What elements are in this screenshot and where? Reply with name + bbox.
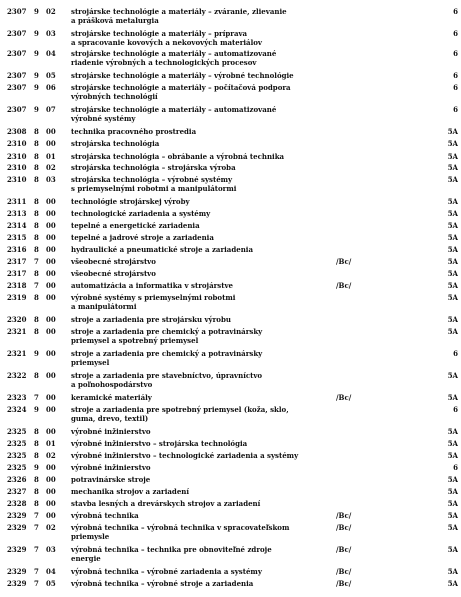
row-code-b: 00	[46, 475, 56, 484]
row-level: 5A	[447, 487, 458, 496]
row-description: strojárska technológia – strojárska výroba	[71, 163, 236, 172]
row-description: stavba lesných a drevárskych strojov a zariadení	[71, 499, 261, 508]
row-level: 5A	[447, 152, 458, 161]
row-code: 2308	[7, 127, 27, 136]
row-code-b: 03	[46, 545, 56, 554]
row-description: stroje a zariadenia pre spotrebný priemysel (koža, sklo, guma, drevo, textil)	[71, 405, 289, 423]
row-description: strojárska technológia – obrábanie a výrobná technika	[71, 152, 285, 161]
row-code-b: 00	[46, 499, 56, 508]
row-code-a: 8	[34, 371, 39, 380]
row-code-a: 7	[34, 393, 39, 402]
row-description: strojárska technológia	[71, 139, 160, 148]
row-code-b: 02	[46, 163, 56, 172]
row-level: 5A	[447, 127, 458, 136]
row-code: 2325	[7, 451, 27, 460]
row-code-b: 00	[46, 393, 56, 402]
row-description: strojárske technológie a materiály – výrobné technológie	[71, 71, 294, 80]
row-description: výrobná technika – výrobná technika v spracovateľskom priemysle	[71, 523, 290, 541]
row-code-a: 8	[34, 315, 39, 324]
row-code-b: 02	[46, 451, 56, 460]
row-code-a: 7	[34, 579, 39, 588]
row-level: 6	[453, 463, 458, 472]
row-description: všeobecné strojárstvo	[71, 257, 156, 266]
row-code: 2326	[7, 475, 27, 484]
row-level: 5A	[447, 163, 458, 172]
row-code-b: 00	[46, 315, 56, 324]
row-level: 5A	[447, 233, 458, 242]
row-code-b: 00	[46, 371, 56, 380]
row-code-a: 7	[34, 281, 39, 290]
row-description: keramické materiály	[71, 393, 152, 402]
row-level: 5A	[447, 175, 458, 184]
row-code: 2317	[7, 269, 27, 278]
row-code-a: 8	[34, 127, 39, 136]
row-code-b: 00	[46, 269, 56, 278]
row-code-b: 03	[46, 175, 56, 184]
row-note: /Bc/	[336, 567, 352, 576]
row-code: 2327	[7, 487, 27, 496]
row-description: výrobné inžinierstvo – strojárska technológia	[71, 439, 248, 448]
row-level: 6	[453, 29, 458, 38]
row-note: /Bc/	[336, 545, 352, 554]
row-description: technológie strojárskej výroby	[71, 197, 190, 206]
row-description: výrobná technika – výrobné zariadenia a systémy	[71, 567, 262, 576]
row-description: stroje a zariadenia pre strojársku výrobu	[71, 315, 231, 324]
row-code-a: 7	[34, 567, 39, 576]
row-level: 5A	[447, 327, 458, 336]
row-code: 2322	[7, 371, 27, 380]
row-code-a: 8	[34, 197, 39, 206]
row-code-b: 02	[46, 7, 56, 16]
row-code: 2310	[7, 163, 27, 172]
row-code: 2321	[7, 327, 27, 336]
row-code: 2318	[7, 281, 27, 290]
row-code: 2319	[7, 293, 27, 302]
row-code-a: 8	[34, 427, 39, 436]
row-description: výrobné systémy s priemyselnými robotmi a manipulátormi	[71, 293, 236, 311]
row-description: technika pracovného prostredia	[71, 127, 197, 136]
row-description: strojárske technológie a materiály – zváranie, zlievanie a prášková metalurgia	[71, 7, 287, 25]
row-level: 5A	[447, 451, 458, 460]
row-code: 2307	[7, 7, 27, 16]
row-level: 6	[453, 7, 458, 16]
row-description: mechanika strojov a zariadení	[71, 487, 190, 496]
row-level: 5A	[447, 393, 458, 402]
row-code-b: 05	[46, 71, 56, 80]
row-level: 5A	[447, 579, 458, 588]
row-code-b: 00	[46, 427, 56, 436]
row-code-a: 8	[34, 327, 39, 336]
row-note: /Bc/	[336, 523, 352, 532]
row-code: 2313	[7, 209, 27, 218]
row-description: výrobné inžinierstvo	[71, 463, 151, 472]
row-code-b: 00	[46, 127, 56, 136]
row-level: 5A	[447, 209, 458, 218]
row-code-a: 8	[34, 163, 39, 172]
row-description: tepelné a energetické zariadenia	[71, 221, 200, 230]
row-level: 6	[453, 405, 458, 414]
row-description: automatizácia a informatika v strojárstve	[71, 281, 234, 290]
row-code-a: 9	[34, 405, 39, 414]
row-code: 2315	[7, 233, 27, 242]
row-level: 5A	[447, 511, 458, 520]
row-level: 5A	[447, 139, 458, 148]
row-description: technologické zariadenia a systémy	[71, 209, 211, 218]
row-code-a: 8	[34, 293, 39, 302]
row-level: 6	[453, 83, 458, 92]
row-code-a: 8	[34, 221, 39, 230]
row-code: 2321	[7, 349, 27, 358]
row-code-a: 9	[34, 7, 39, 16]
row-code-b: 01	[46, 152, 56, 161]
row-level: 5A	[447, 257, 458, 266]
row-level: 5A	[447, 221, 458, 230]
row-code: 2329	[7, 523, 27, 532]
row-code-b: 00	[46, 349, 56, 358]
row-level: 5A	[447, 281, 458, 290]
row-code-a: 9	[34, 49, 39, 58]
row-description: potravinárske stroje	[71, 475, 151, 484]
row-code: 2325	[7, 427, 27, 436]
row-code: 2310	[7, 152, 27, 161]
row-note: /Bc/	[336, 511, 352, 520]
row-description: strojárske technológie a materiály – automatizované výrobné systémy	[71, 105, 277, 123]
row-description: výrobné inžinierstvo – technologické zariadenia a systémy	[71, 451, 299, 460]
row-level: 5A	[447, 567, 458, 576]
row-code-b: 00	[46, 221, 56, 230]
row-note: /Bc/	[336, 579, 352, 588]
row-code: 2324	[7, 405, 27, 414]
row-description: stroje a zariadenia pre stavebníctvo, úpravníctvo a poľnohospodárstvo	[71, 371, 263, 389]
row-code-b: 00	[46, 293, 56, 302]
row-code: 2329	[7, 567, 27, 576]
row-code-a: 8	[34, 475, 39, 484]
row-level: 5A	[447, 371, 458, 380]
row-code-b: 00	[46, 257, 56, 266]
row-code-b: 00	[46, 209, 56, 218]
row-code: 2317	[7, 257, 27, 266]
row-description: výrobné inžinierstvo	[71, 427, 151, 436]
row-code-b: 00	[46, 139, 56, 148]
row-code-a: 8	[34, 451, 39, 460]
row-code: 2320	[7, 315, 27, 324]
row-code-a: 8	[34, 209, 39, 218]
row-code-a: 8	[34, 439, 39, 448]
row-code-a: 7	[34, 545, 39, 554]
row-code-b: 00	[46, 327, 56, 336]
row-code-a: 9	[34, 463, 39, 472]
row-description: strojárska technológia – výrobné systémy s priemyselnými robotmi a manipulátormi	[71, 175, 237, 193]
row-level: 5A	[447, 523, 458, 532]
row-code: 2310	[7, 175, 27, 184]
row-description: výrobná technika – výrobné stroje a zariadenia	[71, 579, 254, 588]
row-level: 5A	[447, 439, 458, 448]
row-level: 6	[453, 349, 458, 358]
row-level: 5A	[447, 293, 458, 302]
row-code: 2307	[7, 105, 27, 114]
row-description: všeobecné strojárstvo	[71, 269, 156, 278]
row-code-b: 04	[46, 49, 56, 58]
row-description: hydraulické a pneumatické stroje a zariadenia	[71, 245, 253, 254]
row-code: 2307	[7, 49, 27, 58]
row-code-a: 8	[34, 245, 39, 254]
row-code: 2328	[7, 499, 27, 508]
row-code-b: 00	[46, 405, 56, 414]
row-code-b: 07	[46, 105, 56, 114]
row-level: 6	[453, 105, 458, 114]
row-code-b: 01	[46, 439, 56, 448]
row-code-b: 06	[46, 83, 56, 92]
row-code-a: 9	[34, 349, 39, 358]
row-description: stroje a zariadenia pre chemický a potravinársky priemysel	[71, 349, 263, 367]
row-code-a: 8	[34, 139, 39, 148]
row-description: stroje a zariadenia pre chemický a potravinársky priemysel a spotrebný priemysel	[71, 327, 263, 345]
row-description: tepelné a jadrové stroje a zariadenia	[71, 233, 214, 242]
row-code: 2307	[7, 71, 27, 80]
row-code: 2310	[7, 139, 27, 148]
row-code-b: 03	[46, 29, 56, 38]
row-code-a: 8	[34, 499, 39, 508]
row-code-a: 9	[34, 71, 39, 80]
row-note: /Bc/	[336, 393, 352, 402]
row-code-b: 00	[46, 463, 56, 472]
row-code-a: 8	[34, 175, 39, 184]
row-code: 2316	[7, 245, 27, 254]
row-level: 6	[453, 49, 458, 58]
row-level: 5A	[447, 499, 458, 508]
row-code-a: 7	[34, 257, 39, 266]
row-code-b: 04	[46, 567, 56, 576]
row-level: 5A	[447, 475, 458, 484]
row-level: 5A	[447, 545, 458, 554]
row-level: 5A	[447, 245, 458, 254]
row-code: 2311	[7, 197, 27, 206]
row-code-b: 00	[46, 245, 56, 254]
row-code-a: 8	[34, 487, 39, 496]
row-description: výrobná technika	[71, 511, 139, 520]
row-code-a: 8	[34, 233, 39, 242]
row-code-b: 05	[46, 579, 56, 588]
row-code: 2325	[7, 463, 27, 472]
row-description: strojárske technológie a materiály – automatizované riadenie výrobných a technologických procesov	[71, 49, 277, 67]
row-code-b: 00	[46, 281, 56, 290]
row-description: strojárske technológie a materiály – príprava a spracovanie kovových a nekovových materiálov	[71, 29, 262, 47]
row-description: výrobná technika – technika pre obnoviteľné zdroje energie	[71, 545, 272, 563]
row-note: /Bc/	[336, 257, 352, 266]
row-code-a: 7	[34, 511, 39, 520]
row-code: 2329	[7, 545, 27, 554]
row-code-b: 02	[46, 523, 56, 532]
row-code: 2329	[7, 579, 27, 588]
row-code-a: 8	[34, 269, 39, 278]
row-code: 2307	[7, 83, 27, 92]
row-code-b: 00	[46, 487, 56, 496]
row-code-a: 7	[34, 523, 39, 532]
row-code: 2323	[7, 393, 27, 402]
row-note: /Bc/	[336, 281, 352, 290]
row-level: 5A	[447, 427, 458, 436]
row-level: 5A	[447, 197, 458, 206]
row-code: 2329	[7, 511, 27, 520]
row-code-b: 00	[46, 233, 56, 242]
row-code: 2325	[7, 439, 27, 448]
row-code-a: 9	[34, 29, 39, 38]
row-code-b: 00	[46, 197, 56, 206]
row-level: 5A	[447, 315, 458, 324]
row-code-a: 9	[34, 105, 39, 114]
row-code-a: 8	[34, 152, 39, 161]
row-description: strojárske technológie a materiály – počítačová podpora výrobných technológií	[71, 83, 291, 101]
row-code-b: 00	[46, 511, 56, 520]
row-code: 2314	[7, 221, 27, 230]
row-level: 6	[453, 71, 458, 80]
row-code: 2307	[7, 29, 27, 38]
row-code-a: 9	[34, 83, 39, 92]
row-level: 5A	[447, 269, 458, 278]
